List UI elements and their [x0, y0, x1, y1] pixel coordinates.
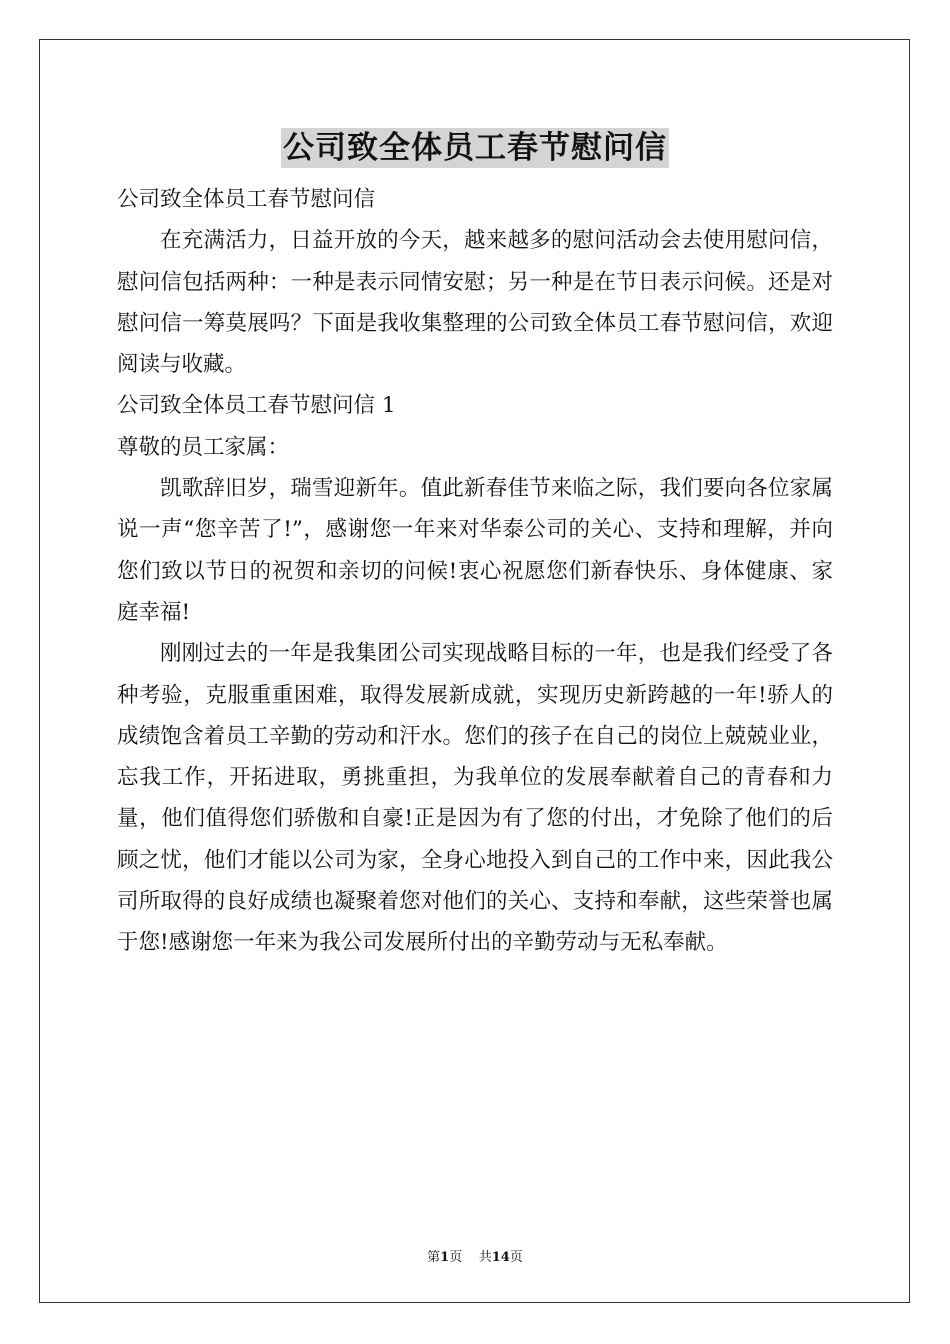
total-pages: 14: [491, 1250, 510, 1265]
salutation: 尊敬的员工家属：: [117, 434, 290, 460]
page-prefix: 第: [427, 1250, 441, 1265]
page-suffix: 页: [449, 1250, 463, 1265]
body-paragraph: 凯歌辞旧岁，瑞雪迎新年。值此新春佳节来临之际，我们要向各位家属说一声“您辛苦了!”，感谢您一年来对华泰公司的关心、支持和理解，并向您们致以节日的祝贺和亲切的问候!衷心祝愿您们新春快乐、身体健康、家庭幸福!: [117, 476, 833, 625]
title-container: [0, 128, 950, 168]
page-number: 1: [440, 1250, 450, 1265]
body-paragraph: 刚刚过去的一年是我集团公司实现战略目标的一年，也是我们经受了各种考验，克服重重困难，取得发展新成就，实现历史新跨越的一年!骄人的成绩饱含着员工辛勤的劳动和汗水。您们的孩子在自己的岗位上兢兢业业，忘我工作，开拓进取，勇挑重担，为我单位的发展奉献着自己的青春和力量，他们值得您们骄傲和自豪!正是因为有了您的付出，才免除了他们的后顾之忧，他们才能以公司为家，全身心地投入到自己的工作中来，因此我公司所取得的良好成绩也凝聚着您对他们的关心、支持和奉献，这些荣誉也属于您!感谢您一年来为我公司发展所付出的辛勤劳动与无私奉献。: [117, 641, 833, 956]
intro-paragraph: 在充满活力，日益开放的今天，越来越多的慰问活动会去使用慰问信，慰问信包括两种：一种是表示同情安慰；另一种是在节日表示问候。还是对慰问信一筹莫展吗？下面是我收集整理的公司致全体员工春节慰问信，欢迎阅读与收藏。: [117, 228, 833, 378]
subtitle: 公司致全体员工春节慰问信: [117, 187, 376, 212]
total-prefix: 共: [478, 1250, 492, 1265]
section-heading: 公司致全体员工春节慰问信 1: [117, 393, 396, 419]
document-title: 公司致全体员工春节慰问信: [283, 130, 667, 166]
page-footer: [0, 1246, 950, 1265]
total-suffix: 页: [509, 1250, 523, 1265]
document-body: [117, 179, 833, 964]
